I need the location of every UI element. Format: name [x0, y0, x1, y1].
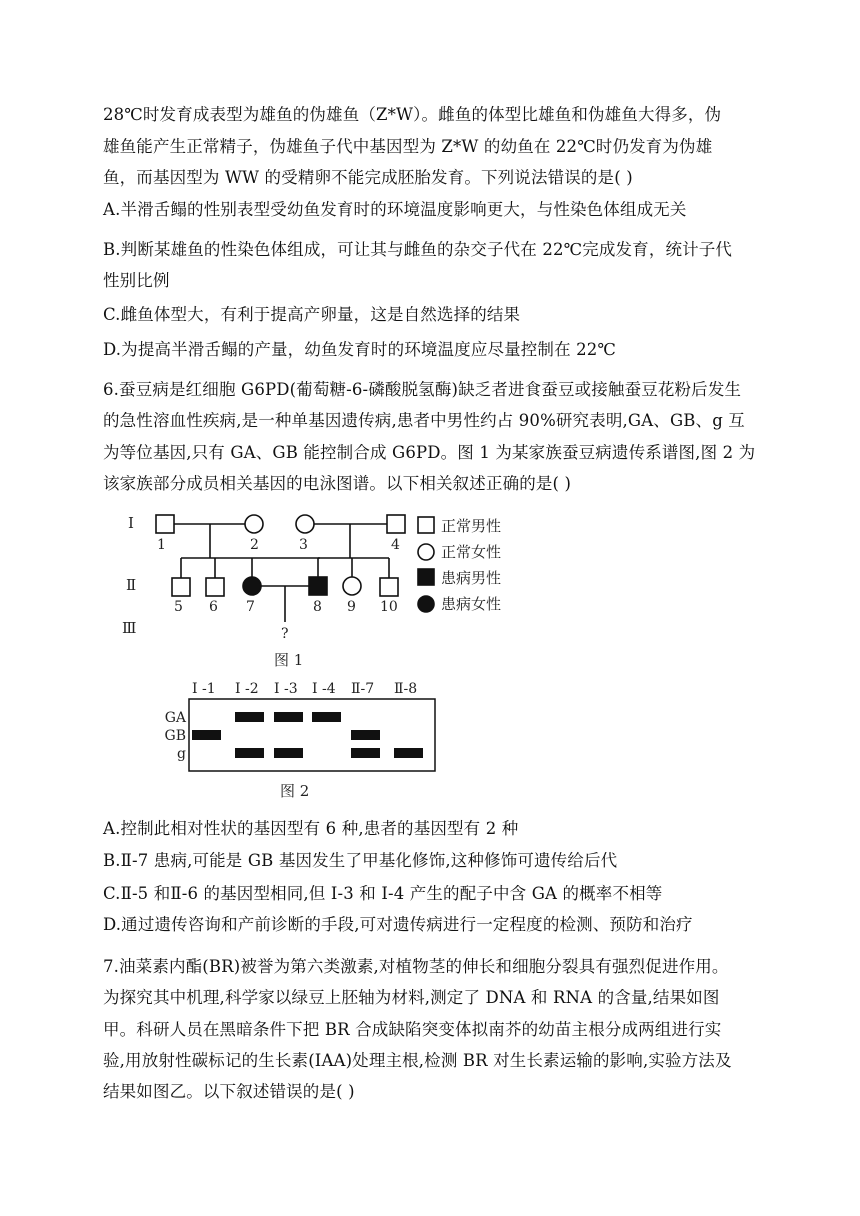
pedigree-legend — [418, 517, 501, 613]
individual-7-affected-female — [243, 577, 261, 595]
pedigree-lines — [174, 524, 389, 622]
gel-column-label: I -1 — [192, 681, 216, 697]
individual-1-normal-male — [156, 515, 174, 533]
text-line: 雄鱼能产生正常精子，伪雄鱼子代中基因型为 Z*W 的幼鱼在 22℃时仍发育为伪雄 — [103, 137, 713, 156]
gel-column-label: I -2 — [235, 681, 259, 697]
text-line: A.半滑舌鳎的性别表型受幼鱼发育时的环境温度影响更大，与性染色体组成无关 — [103, 200, 687, 219]
figure-1-caption: 图 1 — [274, 651, 304, 669]
text-line: C.雌鱼体型大，有利于提高产卵量，这是自然选择的结果 — [103, 305, 521, 324]
text-line: 该家族部分成员相关基因的电泳图谱。以下相关叙述正确的是( ) — [103, 474, 572, 493]
text-line: C.Ⅱ-5 和Ⅱ-6 的基因型相同,但 I-3 和 I-4 产生的配子中含 GA 的概率不相等 — [103, 884, 663, 903]
gel-band — [235, 748, 264, 758]
legend-affected-female-icon — [418, 596, 434, 612]
text-line: 为探究其中机理,科学家以绿豆上胚轴为材料,测定了 DNA 和 RNA 的含量,结果如图 — [103, 988, 720, 1007]
gel-band — [394, 748, 423, 758]
individual-10-normal-male — [380, 578, 398, 596]
legend-normal-male-icon — [418, 517, 434, 533]
individual-3-normal-female — [296, 515, 314, 533]
text-line: 验,用放射性碳标记的生长素(IAA)处理主根,检测 BR 对生长素运输的影响,实验方法及 — [103, 1051, 732, 1070]
text-line: D.通过遗传咨询和产前诊断的手段,可对遗传病进行一定程度的检测、预防和治疗 — [103, 915, 693, 934]
number-6: 6 — [209, 599, 218, 615]
text-line: 7.油菜素内酯(BR)被誉为第六类激素,对植物茎的伸长和细胞分裂具有强烈促进作用。 — [103, 957, 729, 976]
individual-numbers — [157, 537, 400, 669]
gel-frame — [189, 699, 435, 771]
text-line: B.Ⅱ-7 患病,可能是 GB 基因发生了甲基化修饰,这种修饰可遗传给后代 — [103, 851, 618, 870]
gel-band — [274, 712, 303, 722]
generation-label-II: Ⅱ — [126, 576, 137, 594]
gel-column-label: Ⅱ-7 — [351, 681, 375, 697]
text-line: 性别比例 — [103, 271, 170, 290]
gel-column-labels — [192, 681, 417, 697]
individual-4-normal-male — [387, 515, 405, 533]
legend-normal-female-icon — [418, 544, 434, 560]
gel-row-label: GA — [164, 710, 186, 726]
individual-2-normal-female — [245, 515, 263, 533]
number-2: 2 — [250, 537, 259, 553]
gel-band — [235, 712, 264, 722]
number-5: 5 — [174, 599, 183, 615]
electrophoresis-figure-2 — [165, 681, 435, 800]
gel-row-label: GB — [164, 728, 186, 744]
individual-8-affected-male — [309, 577, 327, 595]
number-4: 4 — [391, 537, 400, 553]
text-line: 鱼，而基因型为 WW 的受精卵不能完成胚胎发育。下列说法错误的是( ) — [103, 168, 633, 187]
legend-normal-female-label: 正常女性 — [441, 543, 502, 561]
text-line: 为等位基因,只有 GA、GB 能控制合成 G6PD。图 1 为某家族蚕豆病遗传系谱图,图 2 为 — [103, 443, 756, 462]
number-9: 9 — [347, 599, 356, 615]
number-8: 8 — [313, 599, 322, 615]
offspring-question-mark: ? — [281, 626, 289, 642]
legend-affected-male-icon — [418, 569, 434, 585]
text-line: 28℃时发育成表型为雄鱼的伪雄鱼（Z*W）。雌鱼的体型比雄鱼和伪雄鱼大得多，伪 — [103, 105, 722, 124]
text-line: D.为提高半滑舌鳎的产量，幼鱼发育时的环境温度应尽量控制在 22℃ — [103, 340, 617, 359]
gel-column-label: I -4 — [312, 681, 336, 697]
generation-labels — [122, 514, 136, 637]
gel-band — [312, 712, 341, 722]
text-line: 6.蚕豆病是红细胞 G6PD(葡萄糖-6-磷酸脱氢酶)缺乏者进食蚕豆或接触蚕豆花粉后发生 — [103, 380, 742, 399]
legend-affected-female-label: 患病女性 — [441, 595, 502, 613]
gel-band — [192, 730, 221, 740]
generation-label-III: Ⅲ — [122, 619, 137, 637]
text-line: A.控制此相对性状的基因型有 6 种,患者的基因型有 2 种 — [103, 819, 519, 838]
text-line: B.判断某雄鱼的性染色体组成，可让其与雌鱼的杂交子代在 22℃完成发育，统计子代 — [103, 240, 733, 259]
individual-9-normal-female — [343, 577, 361, 595]
gel-row-label: g — [177, 746, 186, 762]
number-10: 10 — [380, 599, 398, 615]
pedigree-symbols — [156, 515, 405, 596]
number-1: 1 — [157, 537, 166, 553]
gel-column-label: Ⅱ-8 — [394, 681, 418, 697]
legend-affected-male-label: 患病男性 — [441, 569, 502, 587]
number-3: 3 — [299, 537, 308, 553]
individual-5-normal-male — [172, 578, 190, 596]
text-line: 的急性溶血性疾病,是一种单基因遗传病,患者中男性约占 90%研究表明,GA、GB、g 互 — [103, 411, 745, 430]
text-line: 甲。科研人员在黑暗条件下把 BR 合成缺陷突变体拟南芥的幼苗主根分成两组进行实 — [103, 1020, 722, 1039]
gel-column-label: I -3 — [274, 681, 298, 697]
figure-2-caption: 图 2 — [280, 782, 310, 800]
legend-normal-male-label: 正常男性 — [441, 517, 502, 535]
text-line: 结果如图乙。以下叙述错误的是( ) — [103, 1082, 355, 1101]
number-7: 7 — [246, 599, 255, 615]
gel-band — [351, 730, 380, 740]
gel-band — [351, 748, 380, 758]
generation-label-I: I — [128, 514, 134, 532]
gel-band — [274, 748, 303, 758]
individual-6-normal-male — [206, 578, 224, 596]
gel-row-labels — [165, 710, 187, 762]
